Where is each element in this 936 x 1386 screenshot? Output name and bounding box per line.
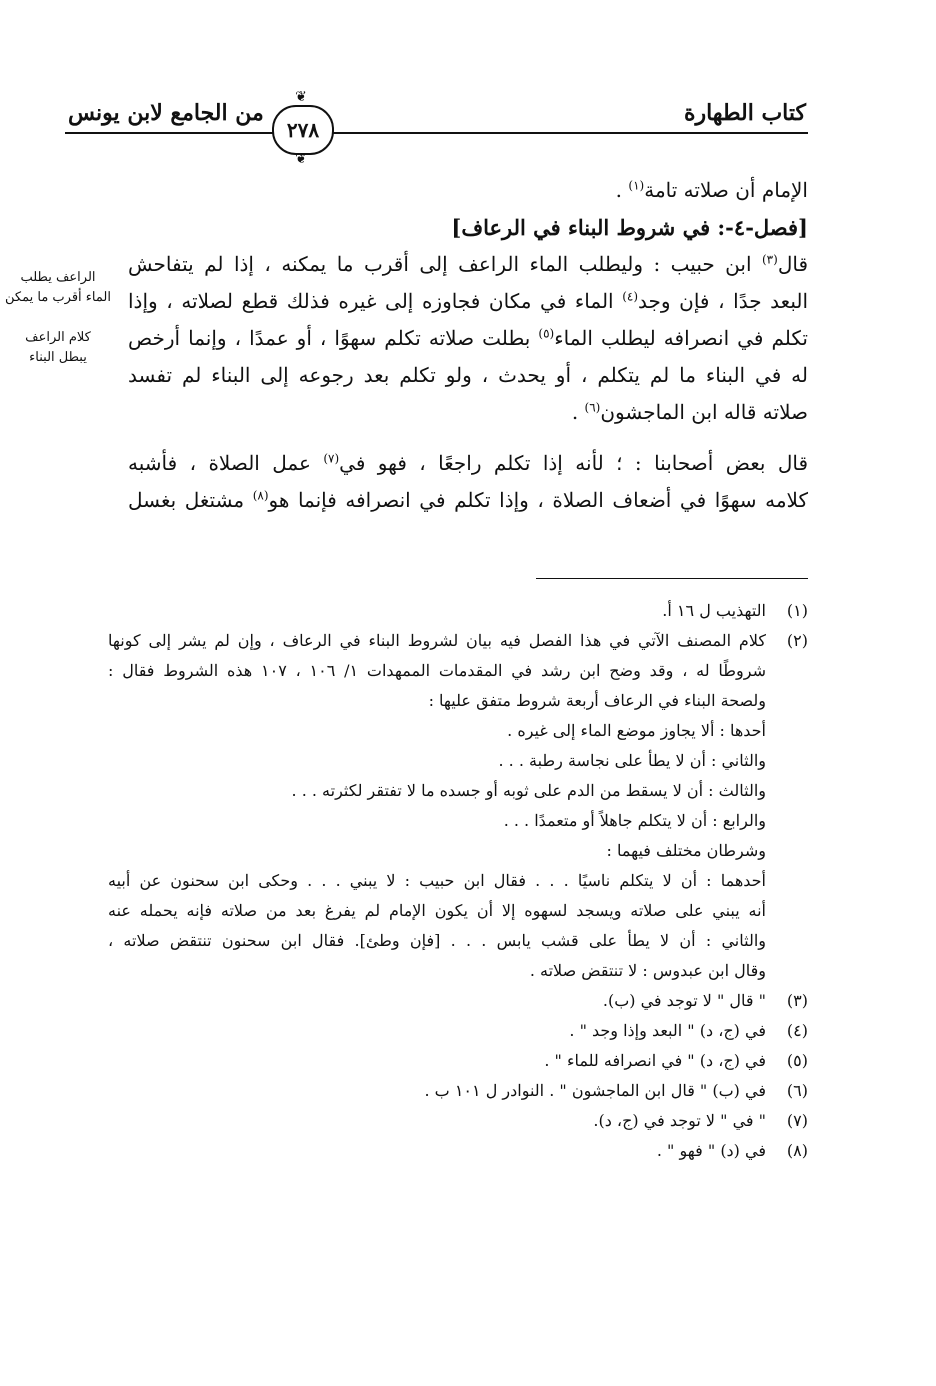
- footnotes: [108, 596, 808, 1166]
- body-line: تكلم في انصرافه ليطلب الماء$^{(٥)}$ بطلت صلاته تكلم سهوًا ، أو عمدًا ، وإنما أرخص: [128, 326, 808, 350]
- footnote-separator: [536, 578, 808, 579]
- footnote-ref: (٨): [252, 488, 269, 503]
- body-line: له في البناء ما لم يتكلم ، أو يحدث ، ولو تكلم بعد رجوعه إلى البناء لم تفسد: [128, 363, 808, 387]
- page-number: [272, 105, 334, 155]
- header-rule: [65, 132, 808, 134]
- footnote-7: (٧)" في " لا توجد في (ج، د).: [593, 1111, 808, 1130]
- footnote-2: (٢)كلام المصنف الآتي في هذا الفصل فيه بيان لشروط البناء في الرعاف ، وإن لم يشر إلى كونها: [108, 631, 809, 650]
- footnote-2-line: ولصحة البناء في الرعاف أربعة شروط متفق عليها :: [428, 691, 766, 710]
- section-heading: [فصل-٤-: في شروط البناء في الرعاف]: [451, 215, 808, 240]
- footnote-4: (٤)في (ج، د) " البعد وإذا وجد " .: [569, 1021, 808, 1040]
- footnote-2-line: والثاني : أن لا يطأ على نجاسة رطبة . . .: [498, 751, 766, 770]
- running-head-book-title: كتاب الطهارة: [683, 100, 806, 126]
- footnote-ref: (٦): [584, 400, 601, 415]
- body-line: قال بعض أصحابنا : ؛ لأنه إذا تكلم راجعًا ، فهو في$^{(٧)}$ عمل الصلاة ، فأشبه: [128, 451, 809, 475]
- margin-note-speech-invalidates: كلام الراعف يبطل البناء: [25, 330, 91, 365]
- body-line: صلاته قاله ابن الماجشون$^{(٦)}$ .: [571, 400, 808, 424]
- footnote-2-line: أحدهما : أن لا يتكلم ناسيًا . . . فقال ابن حبيب : لا يبني . . . وحكى ابن سحنون عن أبيه: [108, 871, 766, 890]
- ornament-bottom-icon: ❦: [295, 151, 307, 167]
- footnote-2-line: والثالث : أن لا يسقط من الدم على ثوبه أو جسده ما لا تفتقر لكثرته . . .: [291, 781, 766, 800]
- footnote-ref: (٧): [323, 451, 340, 466]
- footnote-2-line: وشرطان مختلف فيهما :: [606, 841, 766, 860]
- footnote-2-line: وقال ابن عبدوس : لا تنتقض صلاته .: [529, 961, 766, 980]
- body-line: قال$^{(٣)}$ ابن حبيب : وليطلب الماء الراعف إلى أقرب ما يمكنه ، إذا لم يتفاحش: [128, 252, 808, 276]
- footnote-3: (٣)" قال " لا توجد في (ب).: [602, 991, 808, 1010]
- footnote-ref: (٣): [761, 252, 778, 267]
- body-line: كلامه سهوًا في أضعاف الصلاة ، وإذا تكلم في انصرافه فإنما هو$^{(٨)}$ مشتغل بغسل: [128, 488, 809, 512]
- footnote-6: (٦)في (ب) " قال ابن الماجشون " . النوادر ل ١٠١ ب .: [424, 1081, 808, 1100]
- footnote-2-line: شروطًا له ، وقد وضح ابن رشد في المقدمات الممهدات ١/ ١٠٦ ، ١٠٧ هذه الشروط فقال :: [108, 661, 766, 680]
- footnote-ref: (١): [628, 178, 645, 193]
- footnote-8: (٨)في (د) " فهو " .: [656, 1141, 808, 1160]
- footnote-ref: (٥): [538, 326, 555, 341]
- footnote-5: (٥)في (ج، د) " في انصرافه للماء " .: [544, 1051, 808, 1070]
- footnote-2-line: والثاني : أن لا يطأ على قشب يابس . . . [فإن وطئ]. فقال ابن سحنون تنتقض صلاته ،: [108, 931, 766, 950]
- footnote-2-line: أحدها : ألا يجاوز موضع الماء إلى غيره .: [507, 721, 766, 740]
- footnote-ref: (٤): [622, 289, 639, 304]
- running-head-work-title: من الجامع لابن يونس: [68, 100, 264, 126]
- margin-note-seek-water: الراعف يطلب الماء أقرب ما يمكن: [5, 270, 111, 305]
- footnote-2-line: أنه يبني على صلاته ويسجد لسهوه إلا أن يكون الإمام لم يفرغ بعد من صلاته فإنه يحمله عنه: [108, 901, 766, 920]
- footnote-1: (١)التهذيب ل ١٦ أ.: [662, 601, 808, 620]
- main-text: [128, 172, 808, 519]
- body-line: البعد جدًا ، فإن وجد$^{(٤)}$ الماء في مكان فجاوزه إلى غيره فذلك قطع لصلاته ، وإذا: [128, 289, 809, 313]
- footnote-2-line: والرابع : أن لا يتكلم جاهلاً أو متعمدًا . . .: [503, 811, 766, 830]
- page-number-text: ٢٧٨: [286, 118, 320, 142]
- body-line: الإمام أن صلاته تامة$^{(١)}$ .: [615, 178, 808, 202]
- ornament-top-icon: ❦: [295, 89, 307, 105]
